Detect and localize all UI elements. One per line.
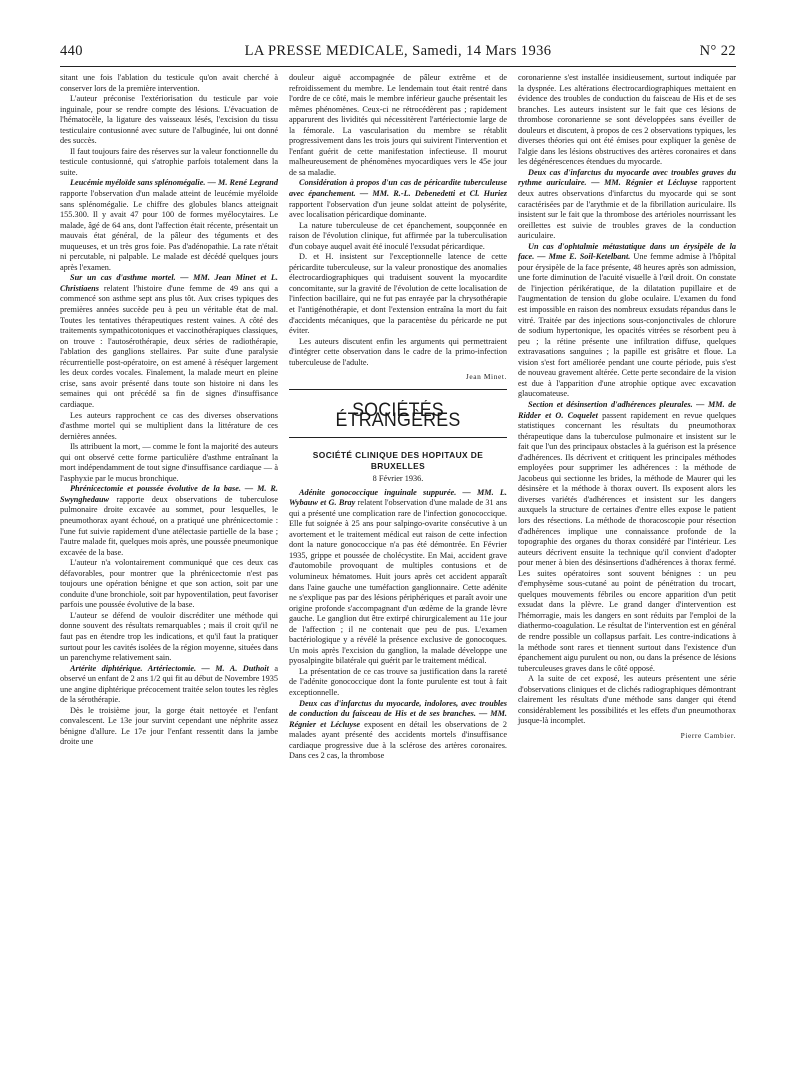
- article-entry: [518, 168, 736, 242]
- page-number: 440: [60, 43, 83, 59]
- page-header: [60, 43, 736, 65]
- article-entry: [60, 178, 278, 273]
- article-entry: [518, 400, 736, 674]
- article-entry: [289, 178, 507, 220]
- paragraph: douleur aiguë accompagnée de pâleur extrême et de refroidissement du membre. Le lendemain tout était rentré dans l'ordre de ce côté, mais le membre inférieur gauche présentait les mêmes phénomènes. Ceux-ci ne rétrocédèrent pas ; rapidement apparurent des lividités qui nécessitèrent l'artériectomie large de la fémorale. La vascularisation du membre se rétablit progressivement dans les trois jours qui suivirent l'intervention et l'enfant guérit de cette manifestation infectieuse. Il mourut malheureusement de phénomènes myocardiques vers le 45e jour de sa maladie.: [289, 73, 507, 177]
- article-heading: Sur un cas d'asthme mortel. — MM. Jean Minet et L. Christiaens: [60, 273, 278, 293]
- signature: Jean Minet.: [465, 372, 507, 382]
- article-heading: Deux cas d'infarctus du myocarde, indolores, avec troubles de conduction du faisceau de His et de ses branches. — MM. Régnier et Lécluyse: [289, 698, 507, 729]
- column-2: [289, 73, 507, 762]
- article-body: Une femme admise à l'hôpital pour érysipèle de la face présente, 48 heures après son admission, une forte diminution de l'acuité visuelle à l'œil droit. On constate de l'injection périkératique, de la dilatation pupillaire et de l'augmentation de tension du globe oculaire. L'examen du fond est impossible en raison des nombreux exsudats répandus dans le vitré. Traitée par des injections sous-conjonctivales de chlorure de sodium hypertonique, les opacités vitrées se résorbent peu à peu ; la rétine présente une infiltration diffuse, quelques extravasations sanguines ; la papille est grisâtre et floue. La vision s'est fort améliorée pendant une courte période, puis s'est de nouveau gravement altérée. Cette perte secondaire de la vision est due à l'apparition d'une atrophie optique avec excavation glaucomateuse.: [518, 252, 737, 399]
- paragraph: Ils attribuent la mort, — comme le font la majorité des auteurs qui ont observé cette forme particulière d'asthme entraînant la mort indépendamment de tout signe d'insuffisance cardiaque — à l'asphyxie par le mucus bronchique.: [60, 442, 278, 483]
- article-body: rapporte deux observations de tuberculose pulmonaire droite excavée au sommet, pour lesquelles, le pneumothorax ayant échoué, on a pratiqué une phrénicectomie : l'une fut suivie rapidement d'une atélectasie partielle de la base ; l'autre malade fit, quelques mois après, une poussée pneumonique excavée de la base.: [60, 494, 278, 557]
- paragraph: Dès le troisième jour, la gorge était nettoyée et l'enfant convalescent. Le 13e jour survint cependant une néphrite assez bénigne d'allure. Le 17e jour l'enfant ressentit dans la jambe droite une: [60, 705, 278, 747]
- paragraph: sitant une fois l'ablation du testicule qu'on avait cherché à conserver lors de la première intervention.: [60, 73, 278, 93]
- paragraph: L'auteur n'a volontairement communiqué que ces deux cas défavorables, pour montrer que la phrénicectomie n'est pas toujours une opération bénigne et que son action, soit par une conduite d'une bronchiole, soit par hypoventilation, peut favoriser parfois une poussée évolutive de la base.: [60, 558, 278, 610]
- article-body: exposent en détail les observations de 2 malades ayant présenté des accidents mortels d'insuffisance cardiaque progressive due à la sclérose des artères coronaires. Dans ces 2 cas, la thrombose: [289, 719, 508, 761]
- section-title: SOCIÉTÉS ÉTRANGÈRES: [335, 399, 461, 432]
- article-body: rapportent l'observation d'un jeune soldat atteint de polysérite, avec localisation péricardique dominante.: [289, 199, 507, 220]
- article-heading: Phrénicectomie et poussée évolutive de la base. — M. R. Swynghedauw: [60, 484, 278, 504]
- article-entry: [289, 699, 507, 762]
- article-heading: Artérite diphtérique. Artériectomie. — M. A. Duthoit: [70, 663, 269, 673]
- column-3: [518, 73, 736, 741]
- paragraph: D. et H. insistent sur l'exceptionnelle latence de cette péricardite tuberculeuse, sur la valeur pronostique des anomalies électrocardiographiques qui traduisent souvent la myocardite concomitante, sur la gravité de l'évolution de cette localisation de l'infection bacillaire, qui ne fut pas enrayée par la chrysothérapie et l'antigénothérapie, et dont l'extension entraîna la mort du fait d'accidents mécaniques, que la paracentèse du péricarde ne put éviter.: [289, 252, 507, 336]
- article-heading: Un cas d'ophtalmie métastatique dans un érysipèle de la face. — Mme E. Soil-Ketelbant.: [518, 241, 736, 262]
- paragraph: La nature tuberculeuse de cet épanchement, soupçonnée en raison de l'évolution clinique, fut affirmée par la tuberculisation d'un cobaye auquel avait été inoculé l'exsudat péricardique.: [289, 220, 507, 251]
- paragraph: L'auteur préconise l'extériorisation du testicule par voie inguinale, pour se rendre compte des lésions. L'évacuation de l'hématocèle, la ligature des vaisseaux lésés, l'excision du tissu testiculaire contusionné avec suture de l'albuginée, lui ont donné des succès.: [60, 94, 278, 146]
- paragraph: L'auteur se défend de vouloir discréditer une méthode qui donne souvent des résultats remarquables ; mais il croit qu'il ne faut pas en étendre trop les indications, et qu'il faut la pratiquer surtout pour les cavités isolées de la région moyenne, situées dans un parenchyme relativement sain.: [60, 610, 278, 663]
- section-rule: [289, 437, 507, 438]
- article-entry: [60, 664, 278, 706]
- paragraph: Il faut toujours faire des réserves sur la valeur fonctionnelle du testicule contusionné, qui s'atrophie parfois totalement dans la suite.: [60, 146, 278, 177]
- article-entry: [289, 488, 507, 667]
- society-heading: SOCIÉTÉ CLINIQUE DES HOPITAUX DE BRUXELLES: [312, 449, 484, 471]
- article-body: rapportent deux autres observations d'infarctus du myocarde qui se sont caractérisées par de l'arythmie et de la fibrillation auriculaire. Ils insistent sur le fait que la thrombose des artérioles nourrissant les oreillettes est suivie de troubles graves de la conduction auriculaire.: [518, 178, 737, 241]
- article-entry: [518, 242, 736, 400]
- article-heading: Deux cas d'infarctus du myocarde avec troubles graves du rythme auriculaire. — MM. Régnier et Lécluyse: [518, 167, 736, 188]
- article-body: rapporte l'observation d'un malade atteint de leucémie myéloïde sans splénomégalie. Le chiffre des globules blancs atteignait 155.300. Il y avait 47 pour 100 de formes myélocytaires. Le malade, âgé de 64 ans, dont l'affection était récente, présentait un mauvais état général, de la pâleur des téguments et des muqueuses, et un très gros foie. Pas d'adénopathie. La rate n'était ni percutable, ni palpable. Le malade est décédé quelques jours après l'examen.: [60, 189, 278, 272]
- paragraph: coronarienne s'est installée insidieusement, surtout indiquée par la dyspnée. Les altérations électrocardiographiques mettaient en évidence des troubles de conduction du faisceau de His et de ses branches. Les auteurs insistent sur le fait que ces lésions de thrombose coronarienne se sont développées sans éveiller de douleurs et discutent, à propos de ces 2 observations typiques, les diverses théories qui ont été émises pour expliquer la genèse de l'algie dans les lésions obstructives des artères coronaires et dans les dégénérescences étendues du myocarde.: [518, 73, 736, 167]
- article-body: relatent l'histoire d'une femme de 49 ans qui a commencé son asthme sept ans plus tôt. Aux crises typiques des premières années succède peu à peu un véritable état de mal. Toutes les tentatives thérapeutiques restent vaines. A côté des traitements sympathicotoniques et vaccinothérapiques classiques, on trouve : l'autosérothérapie, deux séries de radiothérapie, l'ablation des ganglions stellaires. Par suite d'une paralysie récurrentielle post-opératoire, on est amené à réséquer largement les deux cordes vocales. Finalement, la malade meurt en pleine crise, sans avoir présenté dans toute son histoire ni dans les semaines qui ont précédé sa fin de signes d'insuffisance cardiaque.: [60, 283, 278, 409]
- article-heading: Considération à propos d'un cas de péricardite tuberculeuse avec épanchement. — MM. R.-L. Debenedetti et Cl. Huriez: [289, 178, 507, 199]
- journal-title: LA PRESSE MEDICALE, Samedi, 14 Mars 1936: [244, 43, 552, 59]
- signature: Pierre Cambier.: [680, 730, 736, 740]
- article-entry: [60, 273, 278, 410]
- article-entry: [60, 484, 278, 558]
- article-body: passent rapidement en revue quelques statistiques concernant les résultats du pneumothorax thérapeutique dans la tuberculose pulmonaire et insistent sur le fait que l'un des principaux obstacles à la guérison est la présence d'adhérences. Ils décrivent et critiquent les principales méthodes employées pour supprimer les adhérences : la méthode de Jacobeus qui sectionne les brides, la méthode de Maurer qui les désinsère et la méthode à thorax ouvert. Ils exposent alors les diverses variétés d'adhérences et insistent sur les dangers auxquels la structure de certaines d'entre elles expose le patient lors des résections. La méthode de thoracoscopie pour résection d'adhérences implique une connaissance profonde de la topographie des organes du thorax considéré par l'intérieur. Les auteurs décrivent ensuite la technique qu'il convient d'adopter pour mener à bien des désinsertions d'adhérences à thorax fermé. Les suites opératoires sont souvent bénignes : un peu d'emphysème sous-cutané au point de pénétration du trocart, quelques mouvements fébriles ou encore apparition d'un petit exsudat dans la plèvre. Le grand danger d'intervention est l'hémorragie, mais les dangers en sont réduits par l'emploi de la diathermo-coagulation. Le résultat de l'intervention est en général de rendre possible un collapsus parfait. Les contre-indications à la méthode sont rares et tiennent surtout dans l'existence d'un épanchement aigu purulent ou non, ou dans la présence de lésions tuberculeuses graves dans le côté opposé.: [518, 410, 737, 673]
- session-date: 8 Février 1936.: [372, 474, 424, 484]
- paragraph: A la suite de cet exposé, les auteurs présentent une série d'observations cliniques et de clichés radiographiques démontrant clairement les résultats d'une méthode sans danger qui étend considérablement les possibilités et les effets d'un pneumothorax jusque-là incomplet.: [518, 674, 736, 726]
- paragraph: Les auteurs discutent enfin les arguments qui permettraient d'intégrer cette observation dans le cadre de la primo-infection tuberculeuse de l'adulte.: [289, 336, 507, 367]
- article-heading: Leucémie myéloïde sans splénomégalie. — M. René Legrand: [70, 178, 278, 188]
- paragraph: Les auteurs rapprochent ce cas des diverses observations d'asthme mortel qui se multiplient dans la littérature de ces dernières années.: [60, 410, 278, 441]
- issue-number: N° 22: [699, 43, 736, 59]
- article-body: relatent l'observation d'une malade de 31 ans qui a présenté une complication rare de l'infection gonococcique. Elle fut soignée à 25 ans pour salpingo-ovarite consécutive à un avortement et le traitement médical eut raison de cette infection dont la nature gonococcique n'a pas été démontrée. En Février 1935, grippe et poussée de cholécystite. En Mai, accident grave d'automobile provoquant de multiples contusions et de volumineux hématomes. Huit jours après cet accident apparaît dans l'aine gauche une tuméfaction ganglionnaire. Cette adénite ne s'explique pas par des lésions périphériques et paraît avoir une origine profonde s'accompagnant d'un œdème de la grande lèvre gauche. Le ganglion dut être extirpé chirurgicalement au 11e jour de l'affection ; il ne contenait que peu de pus. L'examen bactériologique y a révélé la présence exclusive de gonocoques. Un mois après l'excision du ganglion, la malade développe une pyosalpingite bilatérale qui guérit par le traitement médical.: [289, 498, 508, 666]
- header-rule: [60, 66, 736, 67]
- article-heading: Section et désinsertion d'adhérences pleurales. — MM. de Ridder et O. Coquelet: [518, 399, 736, 420]
- article-heading: Adénite gonococcique inguinale suppurée. — MM. L. Wybauw et G. Bray: [289, 487, 507, 508]
- paragraph: La présentation de ce cas trouve sa justification dans la rareté de l'adénite gonococcique dont la fonte purulente est tout à fait exceptionnelle.: [289, 666, 507, 697]
- article-body: a observé un enfant de 2 ans 1/2 qui fit au début de Novembre 1935 une angine diphtérique précocement traitée selon toutes les règles de la sérothérapie.: [60, 663, 279, 705]
- column-1: [60, 73, 278, 748]
- section-rule: [289, 389, 507, 390]
